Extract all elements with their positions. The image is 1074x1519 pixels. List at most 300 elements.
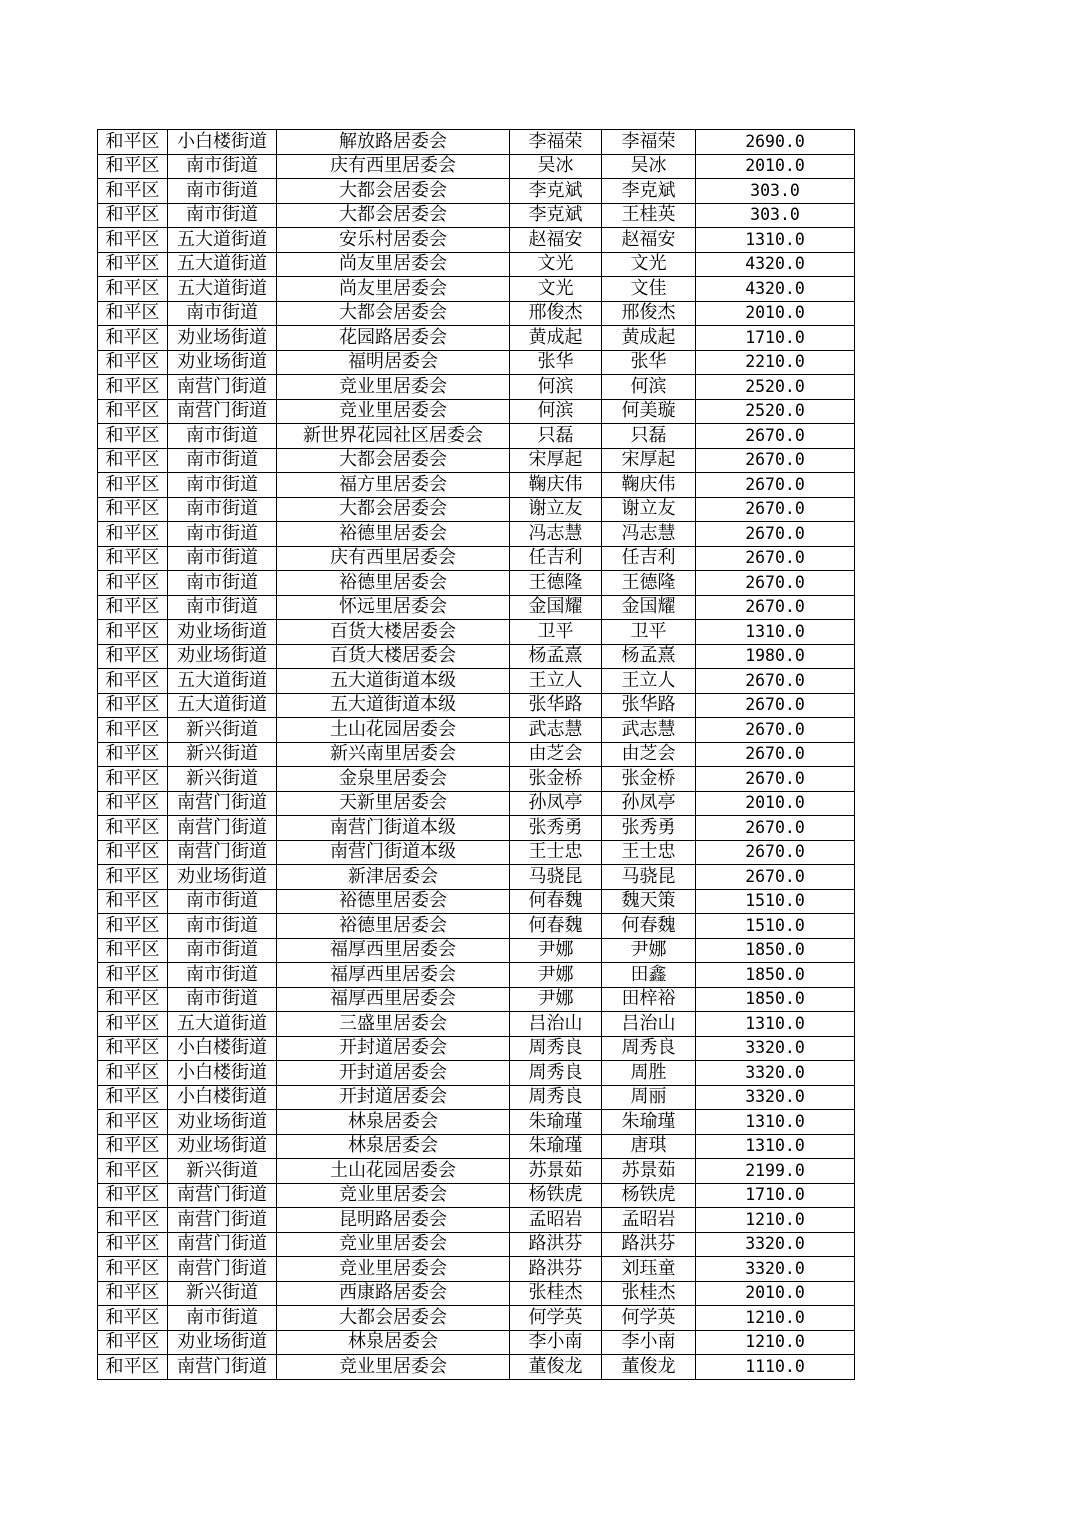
district-cell: 和平区 bbox=[98, 179, 168, 204]
district-cell: 和平区 bbox=[98, 522, 168, 547]
district-cell: 和平区 bbox=[98, 350, 168, 375]
committee-cell: 开封道居委会 bbox=[277, 1085, 510, 1110]
head-name-cell: 朱瑜瑾 bbox=[510, 1134, 602, 1159]
amount-cell: 303.0 bbox=[696, 179, 855, 204]
head-name-cell: 卫平 bbox=[510, 620, 602, 645]
district-cell: 和平区 bbox=[98, 914, 168, 939]
table-row bbox=[98, 767, 855, 792]
committee-cell: 南营门街道本级 bbox=[277, 816, 510, 841]
street-cell: 五大道街道 bbox=[168, 669, 277, 694]
street-cell: 南营门街道 bbox=[168, 840, 277, 865]
amount-cell: 2670.0 bbox=[696, 767, 855, 792]
member-name-cell: 尹娜 bbox=[602, 938, 696, 963]
head-name-cell: 董俊龙 bbox=[510, 1355, 602, 1380]
head-name-cell: 朱瑜瑾 bbox=[510, 1110, 602, 1135]
member-name-cell: 吕治山 bbox=[602, 1012, 696, 1037]
member-name-cell: 唐琪 bbox=[602, 1134, 696, 1159]
table-row bbox=[98, 914, 855, 939]
committee-cell: 金泉里居委会 bbox=[277, 767, 510, 792]
table-row bbox=[98, 644, 855, 669]
committee-cell: 竞业里居委会 bbox=[277, 399, 510, 424]
district-cell: 和平区 bbox=[98, 987, 168, 1012]
committee-cell: 大都会居委会 bbox=[277, 448, 510, 473]
district-cell: 和平区 bbox=[98, 1085, 168, 1110]
table-row bbox=[98, 742, 855, 767]
member-name-cell: 孟昭岩 bbox=[602, 1208, 696, 1233]
head-name-cell: 只磊 bbox=[510, 424, 602, 449]
head-name-cell: 尹娜 bbox=[510, 938, 602, 963]
committee-cell: 竞业里居委会 bbox=[277, 375, 510, 400]
district-cell: 和平区 bbox=[98, 865, 168, 890]
member-name-cell: 邢俊杰 bbox=[602, 301, 696, 326]
head-name-cell: 王士忠 bbox=[510, 840, 602, 865]
committee-cell: 五大道街道本级 bbox=[277, 669, 510, 694]
committee-cell: 新津居委会 bbox=[277, 865, 510, 890]
committee-cell: 昆明路居委会 bbox=[277, 1208, 510, 1233]
committee-cell: 五大道街道本级 bbox=[277, 693, 510, 718]
amount-cell: 2010.0 bbox=[696, 154, 855, 179]
table-row bbox=[98, 154, 855, 179]
district-cell: 和平区 bbox=[98, 1159, 168, 1184]
district-cell: 和平区 bbox=[98, 571, 168, 596]
committee-cell: 花园路居委会 bbox=[277, 326, 510, 351]
member-name-cell: 吴冰 bbox=[602, 154, 696, 179]
head-name-cell: 孙凤亭 bbox=[510, 791, 602, 816]
table-row bbox=[98, 1330, 855, 1355]
table-row bbox=[98, 620, 855, 645]
committee-cell: 福明居委会 bbox=[277, 350, 510, 375]
street-cell: 南市街道 bbox=[168, 179, 277, 204]
district-cell: 和平区 bbox=[98, 252, 168, 277]
table-row bbox=[98, 1159, 855, 1184]
district-cell: 和平区 bbox=[98, 277, 168, 302]
committee-cell: 裕德里居委会 bbox=[277, 571, 510, 596]
table-row bbox=[98, 546, 855, 571]
amount-cell: 2670.0 bbox=[696, 595, 855, 620]
amount-cell: 2670.0 bbox=[696, 669, 855, 694]
committee-cell: 百货大楼居委会 bbox=[277, 620, 510, 645]
street-cell: 南营门街道 bbox=[168, 375, 277, 400]
table-row bbox=[98, 791, 855, 816]
committee-cell: 林泉居委会 bbox=[277, 1330, 510, 1355]
member-name-cell: 董俊龙 bbox=[602, 1355, 696, 1380]
member-name-cell: 金国耀 bbox=[602, 595, 696, 620]
head-name-cell: 冯志慧 bbox=[510, 522, 602, 547]
district-cell: 和平区 bbox=[98, 1061, 168, 1086]
amount-cell: 2520.0 bbox=[696, 375, 855, 400]
member-name-cell: 谢立友 bbox=[602, 497, 696, 522]
amount-cell: 2199.0 bbox=[696, 1159, 855, 1184]
amount-cell: 4320.0 bbox=[696, 252, 855, 277]
street-cell: 南市街道 bbox=[168, 938, 277, 963]
street-cell: 南市街道 bbox=[168, 301, 277, 326]
table-row bbox=[98, 424, 855, 449]
committee-cell: 解放路居委会 bbox=[277, 130, 510, 155]
street-cell: 南市街道 bbox=[168, 1306, 277, 1331]
committee-cell: 安乐村居委会 bbox=[277, 228, 510, 253]
street-cell: 南市街道 bbox=[168, 963, 277, 988]
table-row bbox=[98, 228, 855, 253]
amount-cell: 2670.0 bbox=[696, 448, 855, 473]
amount-cell: 1210.0 bbox=[696, 1330, 855, 1355]
table-row bbox=[98, 938, 855, 963]
member-name-cell: 李福荣 bbox=[602, 130, 696, 155]
head-name-cell: 尹娜 bbox=[510, 963, 602, 988]
table-row bbox=[98, 1085, 855, 1110]
member-name-cell: 苏景茹 bbox=[602, 1159, 696, 1184]
table-row bbox=[98, 130, 855, 155]
committee-cell: 新世界花园社区居委会 bbox=[277, 424, 510, 449]
head-name-cell: 王德隆 bbox=[510, 571, 602, 596]
street-cell: 南营门街道 bbox=[168, 1183, 277, 1208]
head-name-cell: 张金桥 bbox=[510, 767, 602, 792]
district-cell: 和平区 bbox=[98, 448, 168, 473]
member-name-cell: 赵福安 bbox=[602, 228, 696, 253]
member-name-cell: 何美璇 bbox=[602, 399, 696, 424]
street-cell: 南营门街道 bbox=[168, 816, 277, 841]
street-cell: 南市街道 bbox=[168, 424, 277, 449]
head-name-cell: 李小南 bbox=[510, 1330, 602, 1355]
member-name-cell: 周秀良 bbox=[602, 1036, 696, 1061]
district-cell: 和平区 bbox=[98, 154, 168, 179]
table-row bbox=[98, 840, 855, 865]
amount-cell: 3320.0 bbox=[696, 1036, 855, 1061]
district-cell: 和平区 bbox=[98, 424, 168, 449]
head-name-cell: 王立人 bbox=[510, 669, 602, 694]
table-row bbox=[98, 1061, 855, 1086]
committee-cell: 天新里居委会 bbox=[277, 791, 510, 816]
head-name-cell: 杨孟熹 bbox=[510, 644, 602, 669]
street-cell: 劝业场街道 bbox=[168, 620, 277, 645]
table-body bbox=[98, 130, 855, 1380]
street-cell: 五大道街道 bbox=[168, 1012, 277, 1037]
street-cell: 小白楼街道 bbox=[168, 130, 277, 155]
district-cell: 和平区 bbox=[98, 130, 168, 155]
district-cell: 和平区 bbox=[98, 1330, 168, 1355]
district-cell: 和平区 bbox=[98, 644, 168, 669]
table-row bbox=[98, 816, 855, 841]
committee-cell: 庆有西里居委会 bbox=[277, 546, 510, 571]
table-row bbox=[98, 1183, 855, 1208]
street-cell: 南市街道 bbox=[168, 497, 277, 522]
street-cell: 劝业场街道 bbox=[168, 350, 277, 375]
street-cell: 南市街道 bbox=[168, 448, 277, 473]
head-name-cell: 尹娜 bbox=[510, 987, 602, 1012]
amount-cell: 1310.0 bbox=[696, 620, 855, 645]
committee-cell: 怀远里居委会 bbox=[277, 595, 510, 620]
table-row bbox=[98, 179, 855, 204]
street-cell: 南营门街道 bbox=[168, 1355, 277, 1380]
amount-cell: 3320.0 bbox=[696, 1257, 855, 1282]
head-name-cell: 文光 bbox=[510, 277, 602, 302]
head-name-cell: 周秀良 bbox=[510, 1085, 602, 1110]
member-name-cell: 张华 bbox=[602, 350, 696, 375]
member-name-cell: 文佳 bbox=[602, 277, 696, 302]
table-row bbox=[98, 375, 855, 400]
head-name-cell: 何学英 bbox=[510, 1306, 602, 1331]
committee-cell: 尚友里居委会 bbox=[277, 277, 510, 302]
street-cell: 南营门街道 bbox=[168, 1232, 277, 1257]
member-name-cell: 冯志慧 bbox=[602, 522, 696, 547]
member-name-cell: 张金桥 bbox=[602, 767, 696, 792]
street-cell: 五大道街道 bbox=[168, 228, 277, 253]
amount-cell: 1850.0 bbox=[696, 987, 855, 1012]
street-cell: 新兴街道 bbox=[168, 1281, 277, 1306]
member-name-cell: 卫平 bbox=[602, 620, 696, 645]
table-row bbox=[98, 987, 855, 1012]
table-row bbox=[98, 1012, 855, 1037]
district-cell: 和平区 bbox=[98, 1281, 168, 1306]
district-cell: 和平区 bbox=[98, 399, 168, 424]
district-cell: 和平区 bbox=[98, 1183, 168, 1208]
committee-cell: 三盛里居委会 bbox=[277, 1012, 510, 1037]
committee-cell: 庆有西里居委会 bbox=[277, 154, 510, 179]
street-cell: 南市街道 bbox=[168, 987, 277, 1012]
district-cell: 和平区 bbox=[98, 1232, 168, 1257]
district-cell: 和平区 bbox=[98, 767, 168, 792]
street-cell: 五大道街道 bbox=[168, 252, 277, 277]
street-cell: 新兴街道 bbox=[168, 1159, 277, 1184]
member-name-cell: 只磊 bbox=[602, 424, 696, 449]
member-name-cell: 何学英 bbox=[602, 1306, 696, 1331]
head-name-cell: 路洪芬 bbox=[510, 1232, 602, 1257]
district-cell: 和平区 bbox=[98, 375, 168, 400]
street-cell: 南营门街道 bbox=[168, 399, 277, 424]
amount-cell: 1510.0 bbox=[696, 914, 855, 939]
amount-cell: 1310.0 bbox=[696, 1012, 855, 1037]
amount-cell: 1980.0 bbox=[696, 644, 855, 669]
table-row bbox=[98, 1110, 855, 1135]
street-cell: 新兴街道 bbox=[168, 742, 277, 767]
committee-cell: 尚友里居委会 bbox=[277, 252, 510, 277]
amount-cell: 2670.0 bbox=[696, 473, 855, 498]
head-name-cell: 文光 bbox=[510, 252, 602, 277]
amount-cell: 1710.0 bbox=[696, 326, 855, 351]
table-row bbox=[98, 963, 855, 988]
committee-cell: 土山花园居委会 bbox=[277, 1159, 510, 1184]
member-name-cell: 张华路 bbox=[602, 693, 696, 718]
member-name-cell: 王士忠 bbox=[602, 840, 696, 865]
street-cell: 南市街道 bbox=[168, 522, 277, 547]
member-name-cell: 李克斌 bbox=[602, 179, 696, 204]
committee-cell: 大都会居委会 bbox=[277, 179, 510, 204]
member-name-cell: 张秀勇 bbox=[602, 816, 696, 841]
street-cell: 南营门街道 bbox=[168, 1208, 277, 1233]
street-cell: 南市街道 bbox=[168, 203, 277, 228]
committee-cell: 竞业里居委会 bbox=[277, 1257, 510, 1282]
district-cell: 和平区 bbox=[98, 1012, 168, 1037]
amount-cell: 3320.0 bbox=[696, 1085, 855, 1110]
committee-cell: 开封道居委会 bbox=[277, 1036, 510, 1061]
amount-cell: 2670.0 bbox=[696, 546, 855, 571]
amount-cell: 2670.0 bbox=[696, 571, 855, 596]
district-cell: 和平区 bbox=[98, 203, 168, 228]
table-row bbox=[98, 1134, 855, 1159]
member-name-cell: 文光 bbox=[602, 252, 696, 277]
district-cell: 和平区 bbox=[98, 473, 168, 498]
amount-cell: 2010.0 bbox=[696, 1281, 855, 1306]
street-cell: 南市街道 bbox=[168, 595, 277, 620]
street-cell: 新兴街道 bbox=[168, 718, 277, 743]
member-name-cell: 马骁昆 bbox=[602, 865, 696, 890]
head-name-cell: 张华路 bbox=[510, 693, 602, 718]
member-name-cell: 朱瑜瑾 bbox=[602, 1110, 696, 1135]
street-cell: 南营门街道 bbox=[168, 1257, 277, 1282]
district-cell: 和平区 bbox=[98, 546, 168, 571]
amount-cell: 2210.0 bbox=[696, 350, 855, 375]
member-name-cell: 王立人 bbox=[602, 669, 696, 694]
head-name-cell: 杨铁虎 bbox=[510, 1183, 602, 1208]
table-row bbox=[98, 865, 855, 890]
street-cell: 南营门街道 bbox=[168, 791, 277, 816]
street-cell: 小白楼街道 bbox=[168, 1036, 277, 1061]
table-row bbox=[98, 1036, 855, 1061]
amount-cell: 2520.0 bbox=[696, 399, 855, 424]
head-name-cell: 马骁昆 bbox=[510, 865, 602, 890]
table-row bbox=[98, 669, 855, 694]
street-cell: 南市街道 bbox=[168, 473, 277, 498]
street-cell: 南市街道 bbox=[168, 571, 277, 596]
amount-cell: 1850.0 bbox=[696, 963, 855, 988]
committee-cell: 竞业里居委会 bbox=[277, 1232, 510, 1257]
committee-cell: 大都会居委会 bbox=[277, 203, 510, 228]
street-cell: 南市街道 bbox=[168, 914, 277, 939]
committee-cell: 裕德里居委会 bbox=[277, 889, 510, 914]
table-row bbox=[98, 448, 855, 473]
amount-cell: 1310.0 bbox=[696, 1134, 855, 1159]
member-name-cell: 田梓裕 bbox=[602, 987, 696, 1012]
amount-cell: 2670.0 bbox=[696, 522, 855, 547]
committee-cell: 裕德里居委会 bbox=[277, 522, 510, 547]
district-cell: 和平区 bbox=[98, 963, 168, 988]
table-row bbox=[98, 301, 855, 326]
member-name-cell: 任吉利 bbox=[602, 546, 696, 571]
street-cell: 南市街道 bbox=[168, 889, 277, 914]
head-name-cell: 周秀良 bbox=[510, 1061, 602, 1086]
committee-cell: 新兴南里居委会 bbox=[277, 742, 510, 767]
member-name-cell: 王桂英 bbox=[602, 203, 696, 228]
committee-cell: 大都会居委会 bbox=[277, 301, 510, 326]
amount-cell: 1510.0 bbox=[696, 889, 855, 914]
committee-cell: 百货大楼居委会 bbox=[277, 644, 510, 669]
street-cell: 劝业场街道 bbox=[168, 326, 277, 351]
amount-cell: 3320.0 bbox=[696, 1232, 855, 1257]
committee-cell: 土山花园居委会 bbox=[277, 718, 510, 743]
table-row bbox=[98, 1355, 855, 1380]
district-cell: 和平区 bbox=[98, 228, 168, 253]
head-name-cell: 邢俊杰 bbox=[510, 301, 602, 326]
street-cell: 劝业场街道 bbox=[168, 1110, 277, 1135]
member-name-cell: 周丽 bbox=[602, 1085, 696, 1110]
district-cell: 和平区 bbox=[98, 620, 168, 645]
table-row bbox=[98, 718, 855, 743]
table-row bbox=[98, 1257, 855, 1282]
member-name-cell: 由芝会 bbox=[602, 742, 696, 767]
district-cell: 和平区 bbox=[98, 301, 168, 326]
member-name-cell: 王德隆 bbox=[602, 571, 696, 596]
amount-cell: 2670.0 bbox=[696, 497, 855, 522]
amount-cell: 2010.0 bbox=[696, 791, 855, 816]
district-cell: 和平区 bbox=[98, 595, 168, 620]
district-cell: 和平区 bbox=[98, 816, 168, 841]
amount-cell: 1710.0 bbox=[696, 1183, 855, 1208]
head-name-cell: 李福荣 bbox=[510, 130, 602, 155]
district-cell: 和平区 bbox=[98, 1110, 168, 1135]
member-name-cell: 孙凤亭 bbox=[602, 791, 696, 816]
head-name-cell: 由芝会 bbox=[510, 742, 602, 767]
head-name-cell: 何滨 bbox=[510, 375, 602, 400]
table-row bbox=[98, 1232, 855, 1257]
amount-cell: 2670.0 bbox=[696, 693, 855, 718]
table-row bbox=[98, 203, 855, 228]
head-name-cell: 金国耀 bbox=[510, 595, 602, 620]
district-cell: 和平区 bbox=[98, 669, 168, 694]
amount-cell: 2670.0 bbox=[696, 718, 855, 743]
member-name-cell: 武志慧 bbox=[602, 718, 696, 743]
amount-cell: 1110.0 bbox=[696, 1355, 855, 1380]
table-row bbox=[98, 571, 855, 596]
head-name-cell: 张秀勇 bbox=[510, 816, 602, 841]
district-cell: 和平区 bbox=[98, 1208, 168, 1233]
head-name-cell: 周秀良 bbox=[510, 1036, 602, 1061]
district-cell: 和平区 bbox=[98, 1036, 168, 1061]
amount-cell: 2670.0 bbox=[696, 840, 855, 865]
street-cell: 五大道街道 bbox=[168, 693, 277, 718]
committee-cell: 大都会居委会 bbox=[277, 497, 510, 522]
table-row bbox=[98, 693, 855, 718]
district-cell: 和平区 bbox=[98, 693, 168, 718]
head-name-cell: 苏景茹 bbox=[510, 1159, 602, 1184]
head-name-cell: 黄成起 bbox=[510, 326, 602, 351]
street-cell: 劝业场街道 bbox=[168, 865, 277, 890]
head-name-cell: 何滨 bbox=[510, 399, 602, 424]
committee-cell: 福厚西里居委会 bbox=[277, 938, 510, 963]
amount-cell: 3320.0 bbox=[696, 1061, 855, 1086]
member-name-cell: 田鑫 bbox=[602, 963, 696, 988]
street-cell: 小白楼街道 bbox=[168, 1085, 277, 1110]
district-cell: 和平区 bbox=[98, 1257, 168, 1282]
head-name-cell: 鞠庆伟 bbox=[510, 473, 602, 498]
member-name-cell: 张桂杰 bbox=[602, 1281, 696, 1306]
amount-cell: 4320.0 bbox=[696, 277, 855, 302]
committee-cell: 竞业里居委会 bbox=[277, 1355, 510, 1380]
amount-cell: 2670.0 bbox=[696, 742, 855, 767]
member-name-cell: 杨铁虎 bbox=[602, 1183, 696, 1208]
table-row bbox=[98, 326, 855, 351]
district-cell: 和平区 bbox=[98, 742, 168, 767]
head-name-cell: 李克斌 bbox=[510, 203, 602, 228]
head-name-cell: 任吉利 bbox=[510, 546, 602, 571]
street-cell: 五大道街道 bbox=[168, 277, 277, 302]
head-name-cell: 何春魏 bbox=[510, 914, 602, 939]
committee-cell: 福方里居委会 bbox=[277, 473, 510, 498]
amount-cell: 2010.0 bbox=[696, 301, 855, 326]
district-cell: 和平区 bbox=[98, 1355, 168, 1380]
street-cell: 新兴街道 bbox=[168, 767, 277, 792]
head-name-cell: 吕治山 bbox=[510, 1012, 602, 1037]
street-cell: 南市街道 bbox=[168, 154, 277, 179]
district-cell: 和平区 bbox=[98, 326, 168, 351]
head-name-cell: 吴冰 bbox=[510, 154, 602, 179]
member-name-cell: 周胜 bbox=[602, 1061, 696, 1086]
committee-cell: 林泉居委会 bbox=[277, 1110, 510, 1135]
member-name-cell: 魏天策 bbox=[602, 889, 696, 914]
member-name-cell: 何春魏 bbox=[602, 914, 696, 939]
head-name-cell: 谢立友 bbox=[510, 497, 602, 522]
street-cell: 劝业场街道 bbox=[168, 1330, 277, 1355]
head-name-cell: 路洪芬 bbox=[510, 1257, 602, 1282]
amount-cell: 2690.0 bbox=[696, 130, 855, 155]
